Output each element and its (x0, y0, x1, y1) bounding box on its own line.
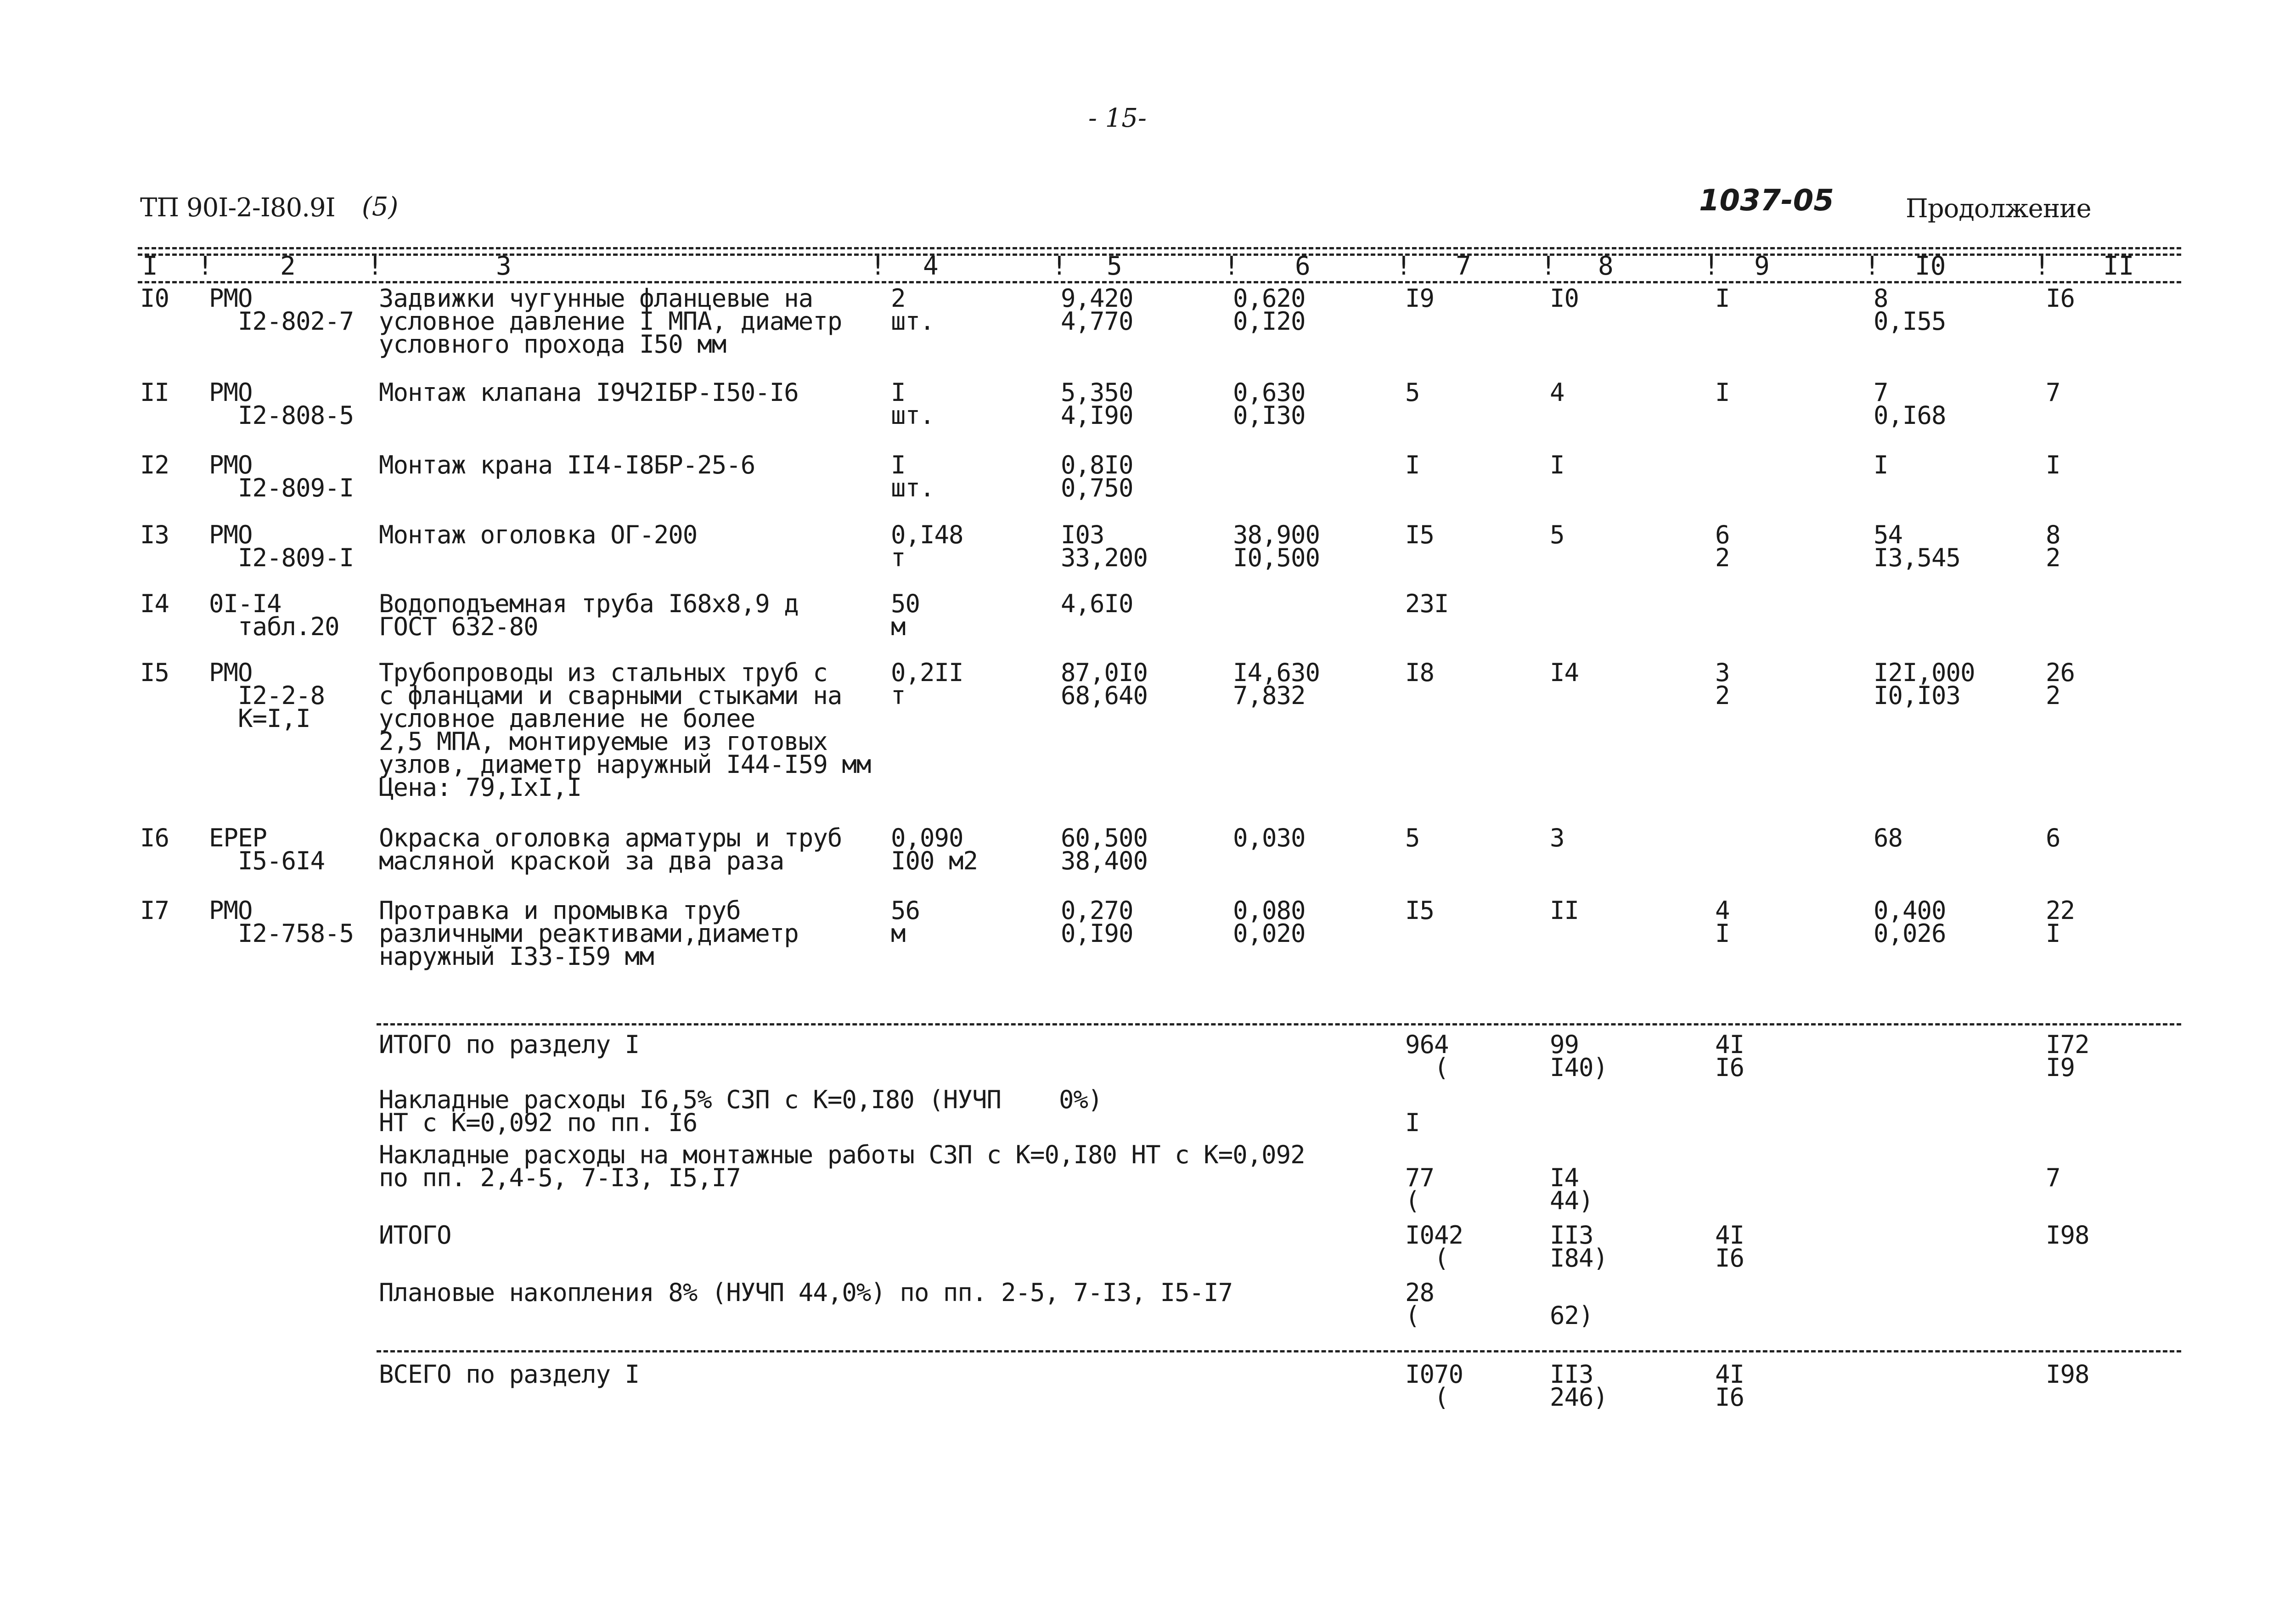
total-c7: 28 ( (1405, 1278, 1435, 1330)
cell-qty: 0,I48 т (891, 520, 963, 572)
cell-n: I6 (140, 823, 169, 852)
cell-c5: 0,8I0 0,750 (1061, 451, 1133, 502)
cell-c6: 0,030 (1233, 823, 1306, 852)
total-c9: 4I I6 (1715, 1221, 1745, 1273)
cell-name: Задвижки чугунные фланцевые на условное давление I МПА, диаметр условного прохода I50 мм (379, 284, 842, 359)
cell-c5: 60,500 38,400 (1061, 823, 1148, 875)
column-header-10: I0 (1915, 251, 1946, 281)
cell-c10: 68 (1874, 823, 1903, 852)
cell-c8: I4 (1550, 658, 1579, 687)
total-c11: I98 (2046, 1221, 2089, 1250)
total-c8: I4 44) (1550, 1163, 1593, 1215)
cell-c9: 3 2 (1715, 658, 1730, 710)
cell-c10: 54 I3,545 (1874, 520, 1961, 572)
total-c9: 4I I6 (1715, 1030, 1745, 1082)
column-separator: ! (367, 251, 383, 281)
column-separator: ! (870, 251, 886, 281)
cell-c6: 0,620 0,I20 (1233, 284, 1306, 336)
total-c11: I72 I9 (2046, 1030, 2089, 1082)
cell-qty: 0,2II т (891, 658, 963, 710)
cell-name: Протравка и промывка труб различными реактивами,диаметр наружный I33-I59 мм (379, 896, 799, 971)
total-label: Накладные расходы I6,5% СЗП с К=0,I80 (НУЧП 0%) НТ с К=0,092 по пп. I6 (379, 1085, 1103, 1137)
cell-c10: 7 0,I68 (1874, 378, 1946, 430)
cell-c11: 7 (2046, 378, 2060, 407)
cell-qty: I шт. (891, 451, 934, 502)
cell-name: Монтаж клапана I9Ч2IБР-I50-I6 (379, 378, 799, 407)
cell-c11: I (2046, 451, 2060, 479)
column-header-5: 5 (1107, 251, 1122, 281)
cell-c5: 87,0I0 68,640 (1061, 658, 1148, 710)
cell-n: I7 (140, 896, 169, 925)
cell-c10: I (1874, 451, 1888, 479)
cell-code: РМО I2-808-5 (209, 378, 354, 430)
cell-c8: I0 (1550, 284, 1579, 313)
cell-c10: 0,400 0,026 (1874, 896, 1946, 948)
total-label: Накладные расходы на монтажные работы СЗП с К=0,I80 НТ с К=0,092 по пп. 2,4-5, 7-I3, I5,I7 (379, 1140, 1305, 1192)
cell-name: Водоподъемная труба I68х8,9 д ГОСТ 632-80 (379, 589, 799, 641)
cell-c10: I2I,000 I0,I03 (1874, 658, 1975, 710)
cell-c11: 8 2 (2046, 520, 2060, 572)
header-rule-top (138, 247, 2181, 249)
totals-rule (377, 1023, 2181, 1025)
cell-c9: 4 I (1715, 896, 1730, 948)
total-c7: 77 ( (1405, 1163, 1435, 1215)
cell-c8: II (1550, 896, 1579, 925)
cell-c9: I (1715, 378, 1730, 407)
total-c11: 7 (2046, 1163, 2060, 1192)
total-label: ИТОГО (379, 1221, 451, 1250)
cell-code: ЕРЕР I5-6I4 (209, 823, 325, 875)
column-header-3: 3 (496, 251, 512, 281)
cell-c10: 8 0,I55 (1874, 284, 1946, 336)
column-separator: ! (197, 251, 213, 281)
cell-code: РМО I2-802-7 (209, 284, 354, 336)
cell-name: Окраска оголовка арматуры и труб масляной краской за два раза (379, 823, 842, 875)
cell-c8: 4 (1550, 378, 1564, 407)
column-header-6: 6 (1295, 251, 1311, 281)
cell-c11: I6 (2046, 284, 2075, 313)
cell-c6: 0,630 0,I30 (1233, 378, 1306, 430)
cell-c7: 5 (1405, 823, 1420, 852)
cell-c7: 5 (1405, 378, 1420, 407)
cell-code: РМО I2-809-I (209, 451, 354, 502)
total-c11: I98 (2046, 1360, 2089, 1389)
total-c7: I042 ( (1405, 1221, 1463, 1273)
column-separator: ! (1864, 251, 1880, 281)
total-label: ВСЕГО по разделу I (379, 1360, 640, 1389)
cell-n: I3 (140, 520, 169, 549)
cell-n: I2 (140, 451, 169, 479)
cell-qty: I шт. (891, 378, 934, 430)
cell-c7: I9 (1405, 284, 1435, 313)
cell-c8: I (1550, 451, 1564, 479)
cell-c5: 0,270 0,I90 (1061, 896, 1133, 948)
cell-c5: 9,420 4,770 (1061, 284, 1133, 336)
cell-c6: 38,900 I0,500 (1233, 520, 1320, 572)
cell-c9: 6 2 (1715, 520, 1730, 572)
cell-c7: I (1405, 451, 1420, 479)
cell-n: I5 (140, 658, 169, 687)
column-header-4: 4 (923, 251, 939, 281)
cell-qty: 56 м (891, 896, 920, 948)
total-c7: 964 ( (1405, 1030, 1449, 1082)
total-c8: II3 I84) (1550, 1221, 1608, 1273)
document-code-suffix: (5) (362, 192, 399, 222)
cell-n: I4 (140, 589, 169, 618)
cell-qty: 0,090 I00 м2 (891, 823, 978, 875)
cell-qty: 2 шт. (891, 284, 934, 336)
cell-c5: I03 33,200 (1061, 520, 1148, 572)
cell-c11: 6 (2046, 823, 2060, 852)
cell-c11: 22 I (2046, 896, 2075, 948)
cell-c7: I8 (1405, 658, 1435, 687)
cell-name: Монтаж оголовка ОГ-200 (379, 520, 698, 549)
column-header-11: II (2103, 251, 2134, 281)
cell-code: РМО I2-809-I (209, 520, 354, 572)
cell-name: Трубопроводы из стальных труб с с фланцами и сварными стыками на условное давление не более 2,5 МПА, монтируемые из готовых узлов, диаметр наружный I44-I59 мм Цена: 79,IхI,I (379, 658, 871, 802)
cell-c7: 23I (1405, 589, 1449, 618)
cell-c7: I5 (1405, 520, 1435, 549)
total-c8: 99 I40) (1550, 1030, 1608, 1082)
column-separator: ! (1541, 251, 1556, 281)
cell-n: I0 (140, 284, 169, 313)
column-header-1: I (142, 251, 158, 281)
total-c7: I070 ( (1405, 1360, 1463, 1412)
column-separator: ! (1396, 251, 1412, 281)
column-header-7: 7 (1456, 251, 1471, 281)
cell-c8: 5 (1550, 520, 1564, 549)
total-c7: I (1405, 1108, 1420, 1137)
cell-code: РМО I2-2-8 К=I,I (209, 658, 325, 733)
cell-c11: 26 2 (2046, 658, 2075, 710)
cell-n: II (140, 378, 169, 407)
cell-qty: 50 м (891, 589, 920, 641)
column-separator: ! (2034, 251, 2050, 281)
cell-code: РМО I2-758-5 (209, 896, 354, 948)
column-header-9: 9 (1754, 251, 1770, 281)
document-code: ТП 90I-2-I80.9I (140, 193, 335, 223)
cell-c6: I4,630 7,832 (1233, 658, 1320, 710)
header-rule-bottom (138, 281, 2181, 283)
cell-name: Монтаж крана II4-I8БР-25-6 (379, 451, 755, 479)
column-header-2: 2 (280, 251, 296, 281)
column-header-8: 8 (1598, 251, 1614, 281)
cell-c8: 3 (1550, 823, 1564, 852)
grand-total-rule (377, 1350, 2181, 1352)
cell-c5: 5,350 4,I90 (1061, 378, 1133, 430)
cell-c5: 4,6I0 (1061, 589, 1133, 618)
column-separator: ! (1704, 251, 1719, 281)
total-c9: 4I I6 (1715, 1360, 1745, 1412)
handwritten-stamp: 1037-05 (1699, 184, 1834, 218)
page-number: - 15- (1088, 103, 1147, 133)
cell-code: 0I-I4 табл.20 (209, 589, 339, 641)
total-c8: II3 246) (1550, 1360, 1608, 1412)
cell-c6: 0,080 0,020 (1233, 896, 1306, 948)
cell-c9: I (1715, 284, 1730, 313)
cell-c7: I5 (1405, 896, 1435, 925)
total-label: Плановые накопления 8% (НУЧП 44,0%) по пп. 2-5, 7-I3, I5-I7 (379, 1278, 1233, 1307)
total-label: ИТОГО по разделу I (379, 1030, 640, 1059)
column-separator: ! (1052, 251, 1067, 281)
total-c8: 62) (1550, 1301, 1593, 1330)
continuation-label: Продолжение (1906, 194, 2091, 224)
column-separator: ! (1224, 251, 1239, 281)
